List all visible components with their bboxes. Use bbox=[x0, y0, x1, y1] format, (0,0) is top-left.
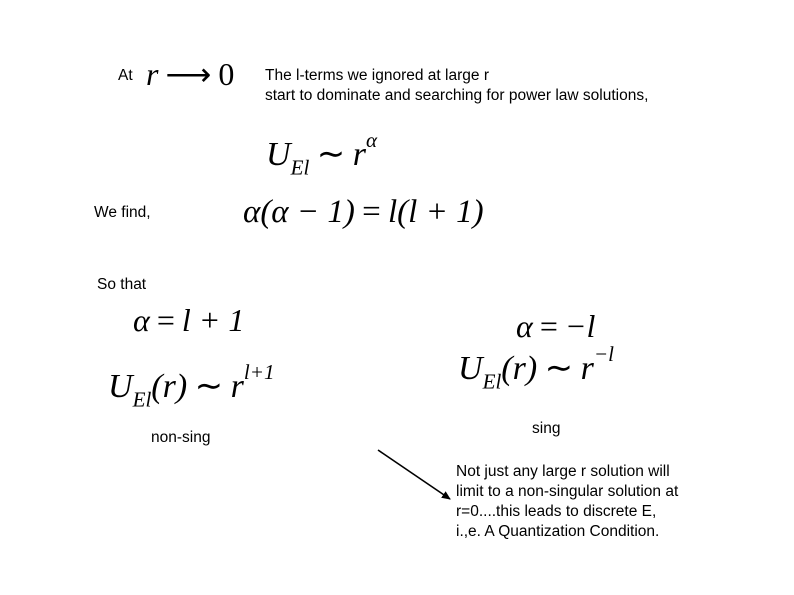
alpha-positive-eq: = bbox=[156, 302, 175, 338]
power-law-r: r bbox=[352, 135, 366, 173]
u-positive-sup: l+1 bbox=[243, 360, 275, 384]
u-negative-sup: −l bbox=[593, 342, 614, 366]
power-law-sim: ∼ bbox=[316, 135, 346, 173]
at-label: At bbox=[118, 67, 133, 84]
power-law-u: U bbox=[266, 135, 291, 173]
intro-line-2: start to dominate and searching for power law solutions, bbox=[265, 87, 649, 104]
so-that-label: So that bbox=[97, 276, 147, 293]
limit-var: r bbox=[146, 56, 159, 92]
power-law-sup: α bbox=[365, 128, 378, 152]
note-line-1: Not just any large r solution will bbox=[456, 463, 670, 480]
alpha-negative-rhs: −l bbox=[564, 308, 596, 344]
note-line-3: r=0....this leads to discrete E, bbox=[456, 503, 657, 520]
note-line-2: limit to a non-singular solution at bbox=[456, 483, 679, 500]
note-line-4: i.,e. A Quantization Condition. bbox=[456, 523, 660, 540]
sing-label: sing bbox=[532, 420, 561, 437]
power-law-sub: El bbox=[290, 155, 310, 180]
u-positive-r: r bbox=[230, 367, 244, 405]
alpha-negative-lhs: α bbox=[516, 308, 533, 344]
u-negative-u: U bbox=[458, 349, 483, 387]
u-positive-sub: El bbox=[132, 387, 152, 412]
alpha-positive-lhs: α bbox=[133, 302, 150, 338]
indicial-rhs: l(l + 1) bbox=[388, 194, 484, 230]
intro-line-1: The l-terms we ignored at large r bbox=[265, 67, 489, 84]
u-negative-r: r bbox=[580, 349, 594, 387]
limit-arrow: ⟶ bbox=[165, 56, 212, 92]
u-negative-arg: (r) bbox=[501, 349, 538, 387]
indicial-lhs: α(α − 1) bbox=[243, 194, 355, 230]
u-positive-arg: (r) bbox=[151, 367, 188, 405]
non-sing-label: non-sing bbox=[151, 429, 211, 446]
indicial-eq: = bbox=[362, 194, 381, 230]
we-find-label: We find, bbox=[94, 204, 151, 221]
u-negative-sub: El bbox=[482, 369, 502, 394]
alpha-positive-rhs: l + 1 bbox=[181, 302, 245, 338]
u-negative-sim: ∼ bbox=[544, 349, 574, 387]
u-positive-u: U bbox=[108, 367, 133, 405]
limit-value: 0 bbox=[218, 56, 235, 92]
u-positive-sim: ∼ bbox=[194, 367, 224, 405]
alpha-negative-eq: = bbox=[539, 308, 558, 344]
